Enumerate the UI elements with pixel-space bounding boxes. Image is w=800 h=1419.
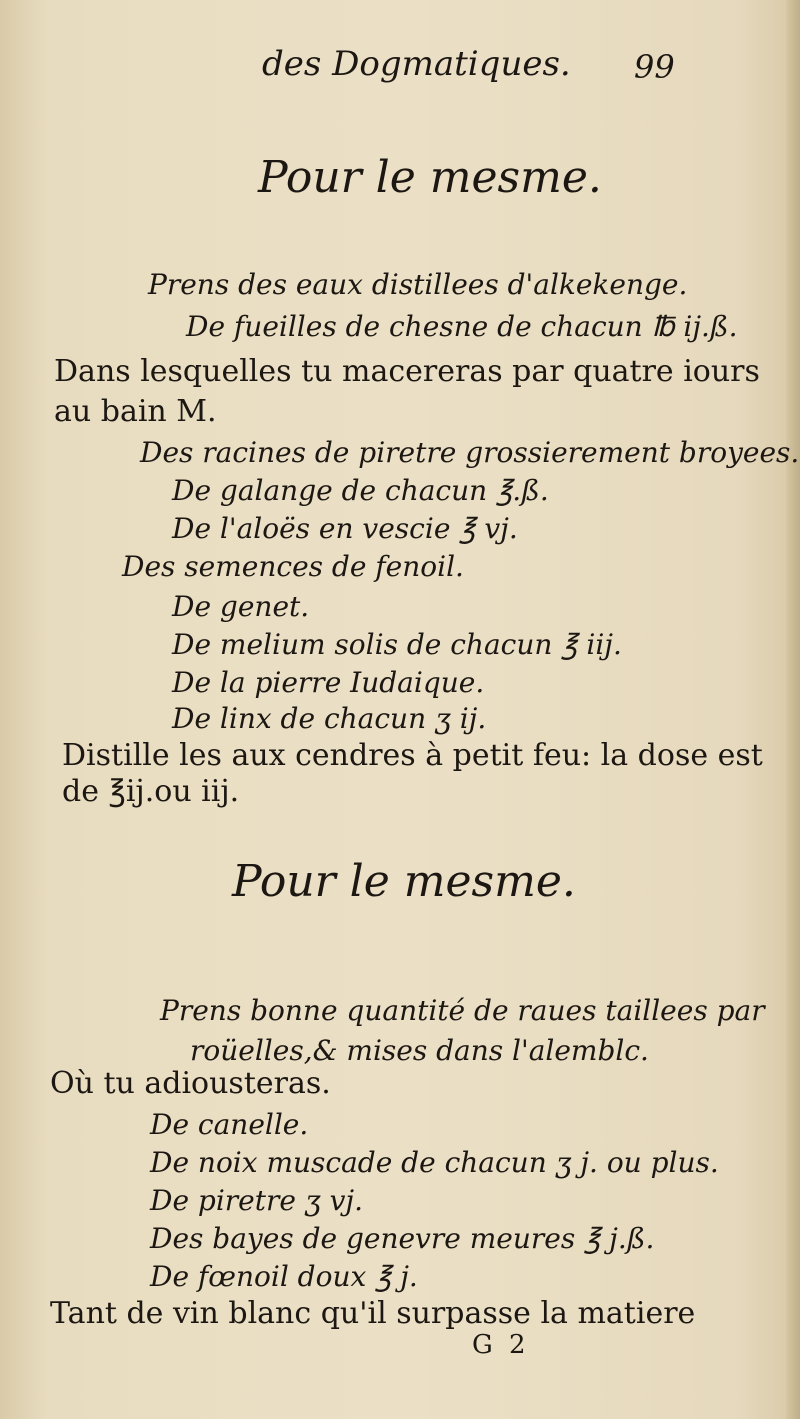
signature-mark: G 2 <box>472 1330 530 1360</box>
text-line: De fueilles de chesne de chacun ℔ ij.ß. <box>186 310 738 343</box>
text-line: De canelle. <box>150 1108 309 1141</box>
text-line: Où tu adiousteras. <box>50 1066 331 1101</box>
text-line: De genet. <box>172 590 310 623</box>
section-title-2: Pour le mesme. <box>232 856 576 907</box>
text-line: De la pierre Iudaique. <box>172 666 485 699</box>
running-head: des Dogmatiques. <box>262 44 571 84</box>
text-line: de ℥ij.ou iij. <box>62 774 240 809</box>
text-line: Dans lesquelles tu macereras par quatre iours <box>54 354 760 389</box>
text-line: Des semences de fenoil. <box>122 550 464 583</box>
text-line: De melium solis de chacun ℥ iij. <box>172 628 622 661</box>
text-line: De galange de chacun ℥.ß. <box>172 474 549 507</box>
text-line: au bain M. <box>54 394 217 429</box>
text-line: roüelles,& mises dans l'alemblc. <box>190 1034 649 1067</box>
text-line: De fœnoil doux ℥ j. <box>150 1260 418 1293</box>
text-line: Des bayes de genevre meures ℥ j.ß. <box>150 1222 655 1255</box>
text-line: De l'aloës en vescie ℥ vj. <box>172 512 518 545</box>
page-number: 99 <box>634 48 675 86</box>
text-line: Distille les aux cendres à petit feu: la dose est <box>62 738 763 773</box>
text-line: Des racines de piretre grossierement broyees. <box>140 436 800 469</box>
text-line: De linx de chacun ʒ ij. <box>172 702 487 735</box>
text-line: De piretre ʒ vj. <box>150 1184 363 1217</box>
text-line: Tant de vin blanc qu'il surpasse la matiere <box>50 1296 696 1331</box>
text-line: Prens bonne quantité de raues taillees par <box>160 994 765 1027</box>
text-line: Prens des eaux distillees d'alkekenge. <box>148 268 688 301</box>
page-edge <box>786 0 800 1419</box>
section-title-1: Pour le mesme. <box>258 152 602 203</box>
text-line: De noix muscade de chacun ʒ j. ou plus. <box>150 1146 719 1179</box>
